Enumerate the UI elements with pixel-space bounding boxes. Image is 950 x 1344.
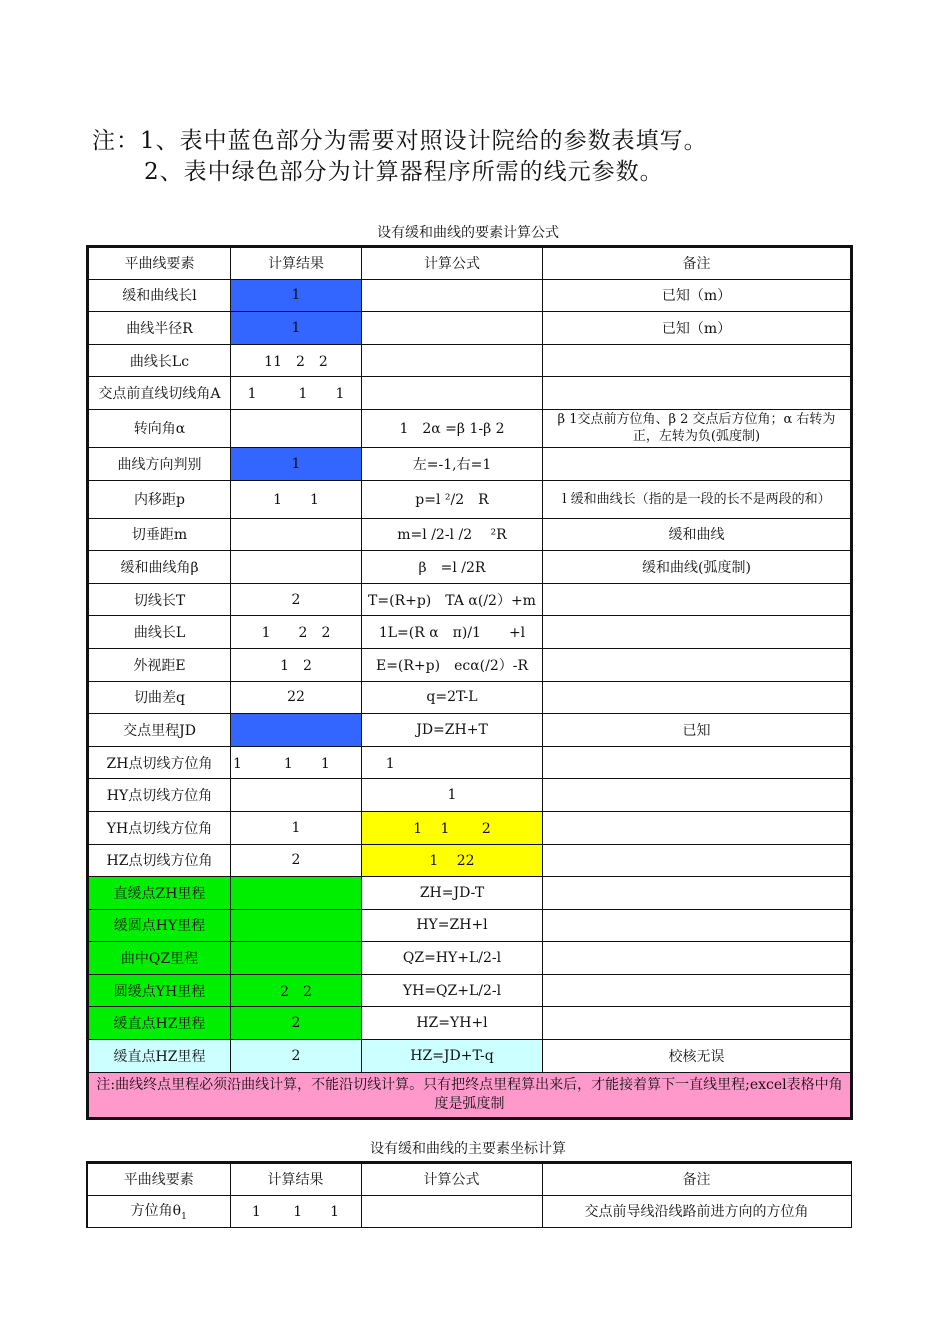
element-cell: 切曲差q: [88, 681, 231, 714]
element-formula-table: [86, 245, 853, 1120]
formula-cell: β =l /2R: [362, 551, 543, 584]
element-cell: 直缓点ZH里程: [88, 877, 231, 910]
table-row: [88, 447, 852, 480]
element-cell: YH点切线方位角: [88, 811, 231, 844]
table-row: [88, 779, 852, 812]
header-element: 平曲线要素: [88, 247, 231, 280]
element-cell: 方位角$\theta_1$: [87, 1195, 230, 1228]
element-cell: 切垂距m: [88, 518, 231, 551]
table1-header-row: [88, 247, 852, 280]
table-row: [88, 844, 852, 877]
remark-cell: [543, 344, 852, 377]
remark-cell: l 缓和曲线长（指的是一段的长不是两段的和）: [543, 480, 852, 518]
result-cell: [231, 714, 362, 747]
table2-header-row: [87, 1163, 851, 1196]
note-line-2: 2、表中绿色部分为计算器程序所需的线元参数。: [144, 159, 664, 185]
result-cell: 11 2 2: [231, 344, 362, 377]
result-cell: 1 1 1: [230, 1195, 361, 1228]
element-cell: 缓直点HZ里程: [88, 1040, 231, 1073]
element-cell: 交点前直线切线角A: [88, 377, 231, 410]
formula-cell: [362, 279, 543, 312]
header-element: 平曲线要素: [87, 1163, 230, 1196]
header-result: 计算结果: [230, 1163, 361, 1196]
header-formula: 计算公式: [362, 247, 543, 280]
formula-cell: [362, 344, 543, 377]
table-row: [88, 714, 852, 747]
result-cell: 2: [231, 1040, 362, 1073]
result-cell: 1: [231, 447, 362, 480]
formula-cell: [362, 312, 543, 345]
element-cell: 交点里程JD: [88, 714, 231, 747]
table-row: [88, 681, 852, 714]
element-cell: 缓和曲线角β: [88, 551, 231, 584]
table-row: [88, 480, 852, 518]
table-row: [88, 811, 852, 844]
result-cell: 1 2 2: [231, 616, 362, 649]
result-cell: 1: [231, 312, 362, 345]
table-row: [88, 344, 852, 377]
formula-cell: 1 1 2: [362, 811, 543, 844]
formula-cell: [361, 1195, 542, 1228]
note-line-1: 注：1、表中蓝色部分为需要对照设计院给的参数表填写。: [92, 128, 708, 154]
result-cell: 2: [231, 844, 362, 877]
formula-cell: 1 22: [362, 844, 543, 877]
formula-cell: q=2T-L: [362, 681, 543, 714]
formula-cell: JD=ZH+T: [362, 714, 543, 747]
element-cell: HZ点切线方位角: [88, 844, 231, 877]
remark-cell: [543, 1007, 852, 1040]
element-cell: 曲中QZ里程: [88, 942, 231, 975]
table-row: [88, 583, 852, 616]
remark-cell: [543, 811, 852, 844]
result-cell: [231, 942, 362, 975]
element-cell: 转向角α: [88, 409, 231, 447]
element-cell: HY点切线方位角: [88, 779, 231, 812]
remark-cell: 缓和曲线(弧度制): [543, 551, 852, 584]
table-row: [88, 1040, 852, 1073]
formula-cell: 1: [362, 779, 543, 812]
element-cell: 曲线方向判别: [88, 447, 231, 480]
remark-cell: [543, 377, 852, 410]
remark-cell: [543, 844, 852, 877]
element-cell: 缓直点HZ里程: [88, 1007, 231, 1040]
formula-cell: HZ=JD+T-q: [362, 1040, 543, 1073]
result-cell: 1 1 1 1: [231, 746, 362, 779]
result-cell: [231, 409, 362, 447]
remark-cell: [543, 447, 852, 480]
table-row: [88, 279, 852, 312]
table1-caption: 设有缓和曲线的要素计算公式: [377, 225, 559, 241]
remark-cell: [543, 616, 852, 649]
table2-caption: 设有缓和曲线的主要素坐标计算: [370, 1141, 566, 1157]
element-cell: 曲线长L: [88, 616, 231, 649]
formula-cell: QZ=HY+L/2-l: [362, 942, 543, 975]
remark-cell: 已知（m）: [543, 279, 852, 312]
table-row: [88, 909, 852, 942]
remark-cell: [543, 648, 852, 681]
result-cell: [231, 909, 362, 942]
element-cell: 曲线长Lc: [88, 344, 231, 377]
formula-cell: YH=QZ+L/2-l: [362, 974, 543, 1007]
table-row: [88, 648, 852, 681]
element-cell: 内移距p: [88, 480, 231, 518]
remark-cell: [543, 942, 852, 975]
formula-cell: 1 2α =β 1-β 2: [362, 409, 543, 447]
remark-cell: 已知（m）: [543, 312, 852, 345]
remark-cell: [543, 779, 852, 812]
remark-cell: 校核无误: [543, 1040, 852, 1073]
formula-cell: HZ=YH+l: [362, 1007, 543, 1040]
remark-cell: [543, 746, 852, 779]
remark-cell: [543, 974, 852, 1007]
table-row: [88, 377, 852, 410]
result-cell: 1: [231, 279, 362, 312]
result-cell: 1 1 1: [231, 377, 362, 410]
coordinate-table: [86, 1161, 852, 1228]
result-cell: 2 2: [231, 974, 362, 1007]
result-cell: 1: [231, 811, 362, 844]
formula-cell: m=l /2-l /2 ²R: [362, 518, 543, 551]
result-cell: [231, 518, 362, 551]
result-cell: [231, 779, 362, 812]
element-cell: 切线长T: [88, 583, 231, 616]
result-cell: 2: [231, 583, 362, 616]
element-cell: 外视距E: [88, 648, 231, 681]
element-cell: 缓圆点HY里程: [88, 909, 231, 942]
table-row: [88, 1007, 852, 1040]
formula-cell: E=(R+p) ecα(/2）-R: [362, 648, 543, 681]
remark-cell: 已知: [543, 714, 852, 747]
header-remark: 备注: [543, 247, 852, 280]
element-cell: 圆缓点YH里程: [88, 974, 231, 1007]
table-row: [88, 942, 852, 975]
table-row: [88, 312, 852, 345]
formula-cell: HY=ZH+l: [362, 909, 543, 942]
remark-cell: β 1交点前方位角、β 2 交点后方位角；α 右转为正，左转为负(弧度制): [543, 409, 852, 447]
header-remark: 备注: [542, 1163, 851, 1196]
remark-cell: [543, 909, 852, 942]
header-result: 计算结果: [231, 247, 362, 280]
table-row: [88, 409, 852, 447]
remark-cell: [543, 681, 852, 714]
formula-cell: 左=-1,右=1: [362, 447, 543, 480]
formula-cell: p=l ²/2 R: [362, 480, 543, 518]
remark-cell: [543, 583, 852, 616]
result-cell: [231, 877, 362, 910]
table-row: [88, 551, 852, 584]
remark-cell: 交点前导线沿线路前进方向的方位角: [542, 1195, 851, 1228]
result-cell: 1 1: [231, 480, 362, 518]
table-row: [88, 877, 852, 910]
table1-footnote: 注:曲线终点里程必须沿曲线计算，不能沿切线计算。只有把终点里程算出来后，才能接着算下一直线里程;excel表格中角度是弧度制: [88, 1072, 852, 1118]
result-cell: 1 2: [231, 648, 362, 681]
formula-cell: T=(R+p) TA α(/2）+m: [362, 583, 543, 616]
element-cell: ZH点切线方位角: [88, 746, 231, 779]
instruction-notes: [92, 126, 708, 188]
formula-cell: 1L=(R α π)/1 +l: [362, 616, 543, 649]
element-cell: 曲线半径R: [88, 312, 231, 345]
result-cell: 22: [231, 681, 362, 714]
table-row: [88, 974, 852, 1007]
remark-cell: 缓和曲线: [543, 518, 852, 551]
table-row: [88, 518, 852, 551]
result-cell: [231, 551, 362, 584]
table-row: [88, 616, 852, 649]
remark-cell: [543, 877, 852, 910]
header-formula: 计算公式: [361, 1163, 542, 1196]
element-cell: 缓和曲线长l: [88, 279, 231, 312]
table-row: [88, 746, 852, 779]
table-row: [87, 1195, 851, 1228]
formula-cell: [362, 377, 543, 410]
formula-cell: ZH=JD-T: [362, 877, 543, 910]
result-cell: 2: [231, 1007, 362, 1040]
